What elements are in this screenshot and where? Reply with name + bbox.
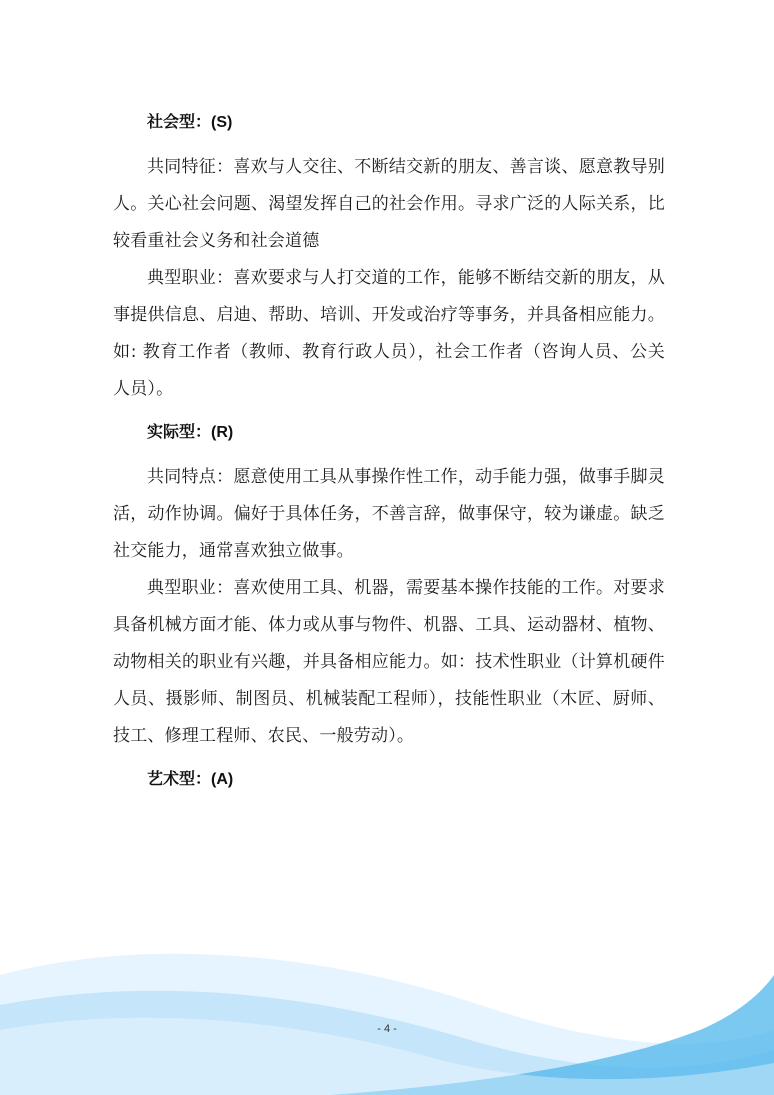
decorative-wave-graphic bbox=[0, 935, 774, 1095]
section-heading-text: 实际型： bbox=[147, 422, 212, 441]
section-code: (A) bbox=[211, 771, 234, 788]
section-heading-artistic bbox=[147, 765, 665, 793]
section-heading-text: 社会型： bbox=[147, 112, 212, 131]
paragraph-typical-jobs: 典型职业：喜欢要求与人打交道的工作，能够不断结交新的朋友，从事提供信息、启迪、帮助、培训、开发或治疗等事务，并具备相应能力。如: 教育工作者（教师、教育行政人员），社会工作者（咨询人员、公关人员）。 bbox=[113, 268, 665, 399]
section-code: (S) bbox=[211, 114, 233, 131]
paragraph-common-traits: 共同特征：喜欢与人交往、不断结交新的朋友、善言谈、愿意教导别人。关心社会问题、渴望发挥自己的社会作用。寻求广泛的人际关系，比较看重社会义务和社会道德 bbox=[113, 157, 665, 251]
section-heading-social bbox=[147, 108, 665, 136]
paragraph-common-traits: 共同特点：愿意使用工具从事操作性工作，动手能力强，做事手脚灵活，动作协调。偏好于具体任务，不善言辞，做事保守，较为谦虚。缺乏社交能力，通常喜欢独立做事。 bbox=[113, 467, 665, 561]
page-number: - 4 - bbox=[377, 1023, 397, 1035]
section-heading-realistic bbox=[147, 418, 665, 446]
document-body bbox=[113, 108, 665, 806]
section-heading-text: 艺术型： bbox=[147, 769, 212, 788]
paragraph-typical-jobs: 典型职业：喜欢使用工具、机器，需要基本操作技能的工作。对要求具备机械方面才能、体力或从事与物件、机器、工具、运动器材、植物、动物相关的职业有兴趣，并具备相应能力。如：技术性职业（计算机硬件人员、摄影师、制图员、机械装配工程师），技能性职业（木匠、厨师、技工、修理工程师、农民、一般劳动）。 bbox=[113, 578, 665, 746]
section-code: (R) bbox=[211, 424, 234, 441]
